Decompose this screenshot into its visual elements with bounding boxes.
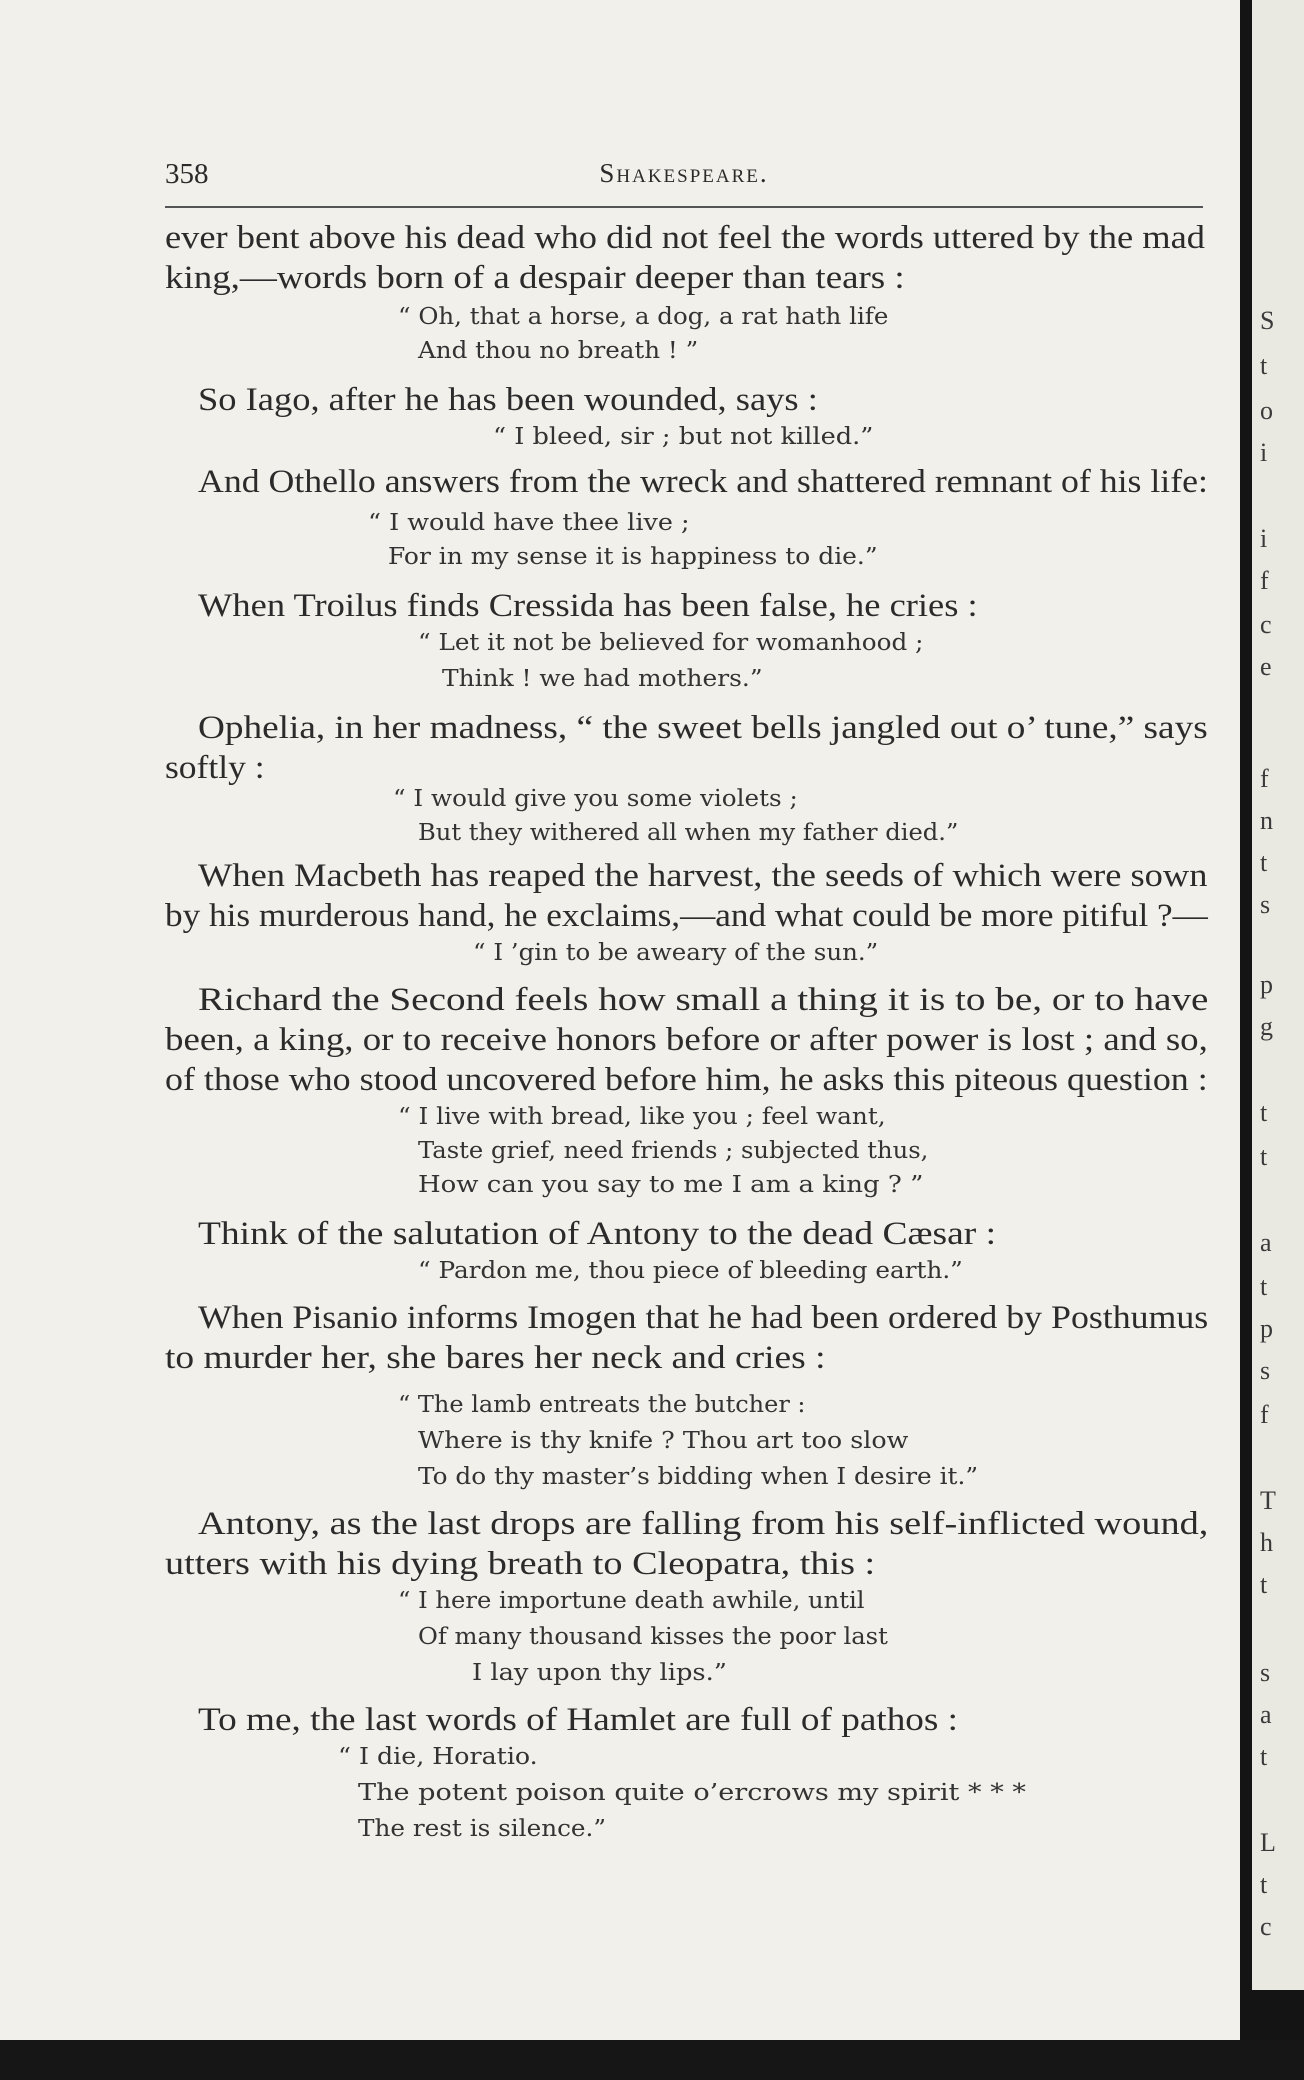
facing-page-letter: h [1260,1528,1273,1557]
facing-page-letter: n [1260,806,1273,835]
facing-page-letter: f [1260,566,1269,595]
quotation-line: The potent poison quite o’ercrows my spirit * * * [358,1780,1026,1806]
facing-page-letter: c [1260,1912,1272,1941]
facing-page-letter: S [1260,306,1275,335]
quotation-line: “ Pardon me, thou piece of bleeding earth.” [418,1258,963,1284]
facing-page-letter: f [1260,764,1269,793]
quotation-line: But they withered all when my father died.” [418,820,959,846]
facing-page-letter: t [1260,1870,1268,1899]
facing-page-letter: s [1260,890,1271,919]
facing-page-letter: g [1260,1012,1273,1041]
prose-line: of those who stood uncovered before him, he asks this piteous question : [165,1062,1208,1098]
facing-page-letter: s [1260,1658,1271,1687]
facing-page-letter: T [1260,1486,1276,1515]
facing-page-letter: f [1260,1400,1269,1429]
facing-page-letter: p [1260,970,1273,999]
facing-page-letter: t [1260,1742,1268,1771]
quotation-line: Taste grief, need friends ; subjected thus, [418,1138,929,1164]
facing-page-letter: e [1260,652,1272,681]
quotation-line: “ I would give you some violets ; [393,786,798,812]
prose-line: When Pisanio informs Imogen that he had been ordered by Posthumus [198,1300,1209,1336]
quotation-line: “ I bleed, sir ; but not killed.” [493,424,874,450]
prose-line: When Troilus finds Cressida has been false, he cries : [198,588,978,624]
facing-page-letter: t [1260,351,1268,380]
facing-page-letter: t [1260,1272,1268,1301]
facing-page-letter: t [1260,1098,1268,1127]
quotation-line: “ I die, Horatio. [338,1744,538,1770]
prose-line: Richard the Second feels how small a thing it is to be, or to have [198,982,1209,1018]
quotation-line: Of many thousand kisses the poor last [418,1624,888,1650]
quotation-line: “ I here importune death awhile, until [398,1588,865,1614]
facing-page-letter: t [1260,848,1268,877]
prose-line: Ophelia, in her madness, “ the sweet bells jangled out o’ tune,” says [198,710,1208,746]
prose-line: When Macbeth has reaped the harvest, the seeds of which were sown [198,858,1208,894]
prose-line: by his murderous hand, he exclaims,—and what could be more pitiful ?— [165,898,1208,934]
quotation-line: To do thy master’s bidding when I desire it.” [418,1464,978,1490]
quotation-line: Think ! we had mothers.” [442,666,763,692]
prose-line: Antony, as the last drops are falling from his self-inflicted wound, [198,1506,1209,1542]
prose-line: And Othello answers from the wreck and shattered remnant of his life: [198,464,1208,500]
prose-line: been, a king, or to receive honors before or after power is lost ; and so, [165,1022,1208,1058]
prose-line: ever bent above his dead who did not feel the words uttered by the mad [165,220,1206,256]
scan-bottom-border [0,2040,1304,2080]
prose-line: king,—words born of a despair deeper than tears : [165,260,905,296]
page-number: 358 [165,158,209,190]
facing-page-letter: c [1260,610,1272,639]
prose-line: softly : [165,750,265,786]
quotation-line: “ Oh, that a horse, a dog, a rat hath life [398,304,889,330]
facing-page-letter: i [1260,438,1268,467]
quotation-line: Where is thy knife ? Thou art too slow [418,1428,909,1454]
quotation-line: And thou no breath ! ” [418,338,699,364]
prose-line: So Iago, after he has been wounded, says : [198,382,818,418]
page-header [165,156,1203,208]
quotation-line: “ I would have thee live ; [368,510,690,536]
quotation-line: I lay upon thy lips.” [472,1660,727,1686]
facing-page-letter: p [1260,1314,1273,1343]
quotation-line: “ Let it not be believed for womanhood ; [418,630,924,656]
quotation-line: “ I ’gin to be aweary of the sun.” [473,940,879,966]
quotation-line: “ The lamb entreats the butcher : [398,1392,806,1418]
facing-page-letter: i [1260,524,1268,553]
facing-page-letter: a [1260,1700,1272,1729]
facing-page-letter: t [1260,1142,1268,1171]
facing-page-letter: L [1260,1828,1276,1857]
facing-page-letter: a [1260,1228,1272,1257]
prose-line: To me, the last words of Hamlet are full of pathos : [198,1702,959,1738]
running-head: Shakespeare. [599,158,769,188]
quotation-line: “ I live with bread, like you ; feel want, [398,1104,886,1130]
facing-page-edge [1252,0,1304,1990]
facing-page-letter: s [1260,1356,1271,1385]
quotation-line: For in my sense it is happiness to die.” [388,544,878,570]
facing-page-letter: t [1260,1570,1268,1599]
prose-line: to murder her, she bares her neck and cries : [165,1340,826,1376]
quotation-line: How can you say to me I am a king ? ” [418,1172,924,1198]
prose-line: utters with his dying breath to Cleopatra, this : [165,1546,876,1582]
prose-line: Think of the salutation of Antony to the dead Cæsar : [198,1216,997,1252]
facing-page-letter: o [1260,396,1273,425]
quotation-line: The rest is silence.” [358,1816,607,1842]
